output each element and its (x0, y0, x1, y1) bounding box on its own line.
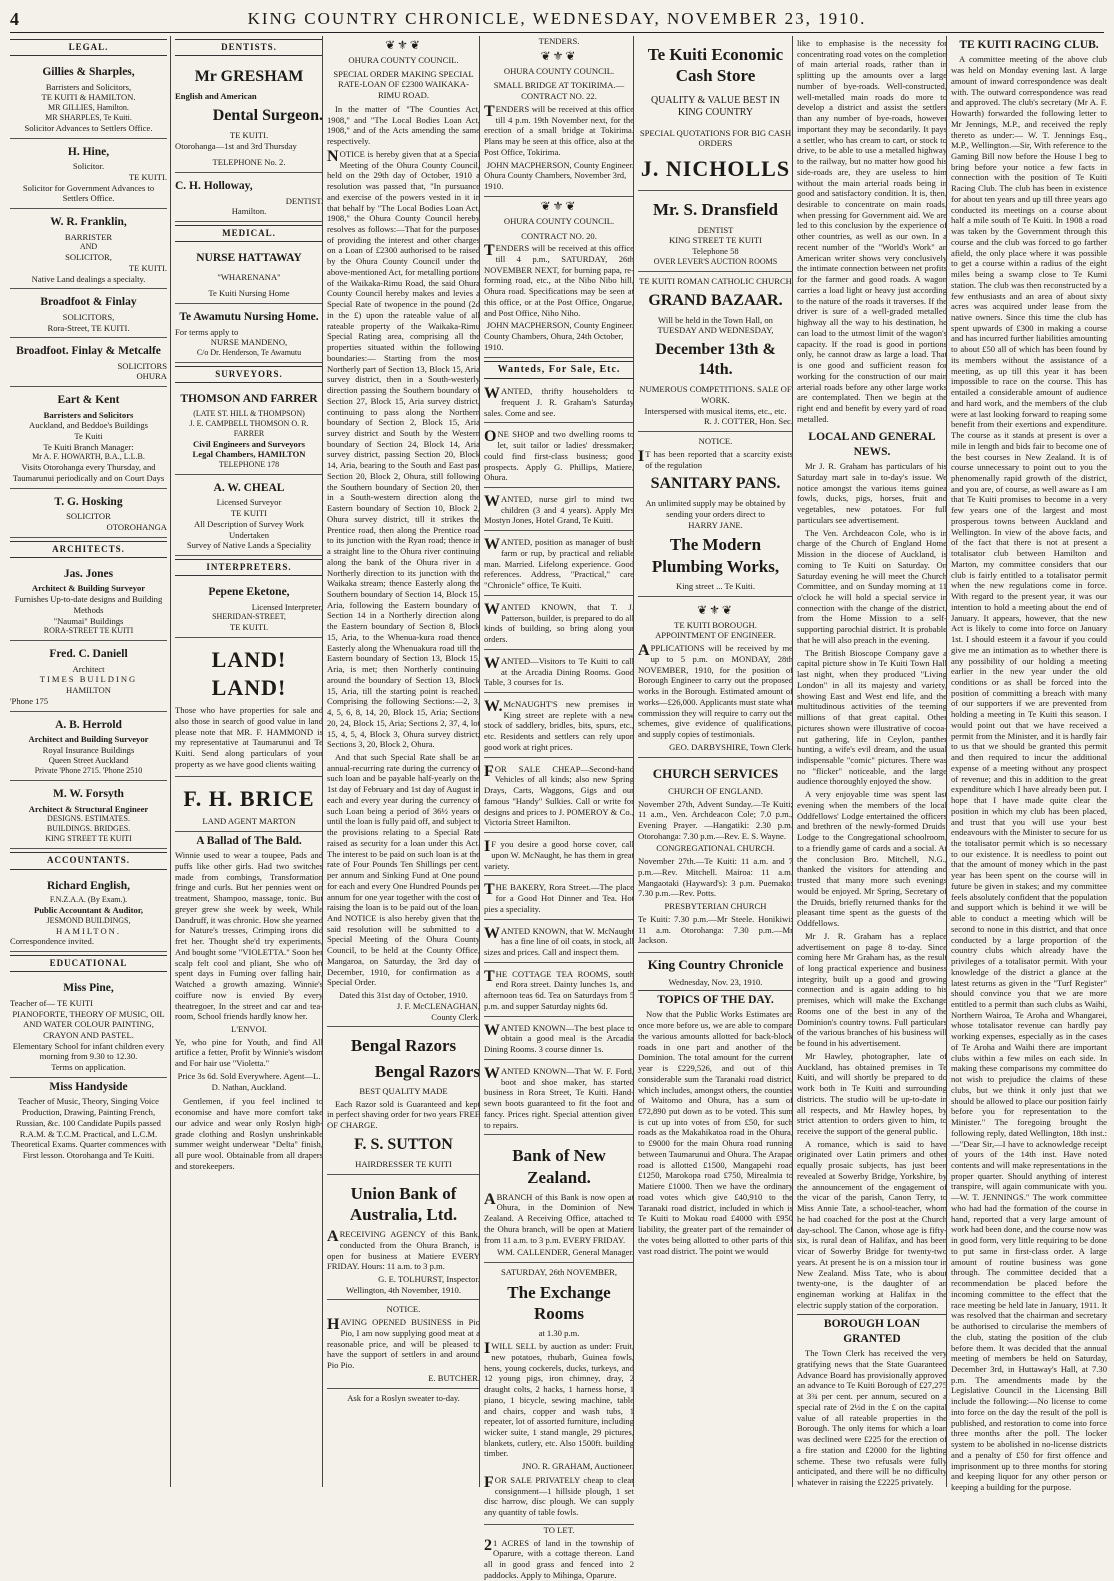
ad-line: TE KUITI & HAMILTON. (41, 92, 136, 103)
ad-line: "WHARENANA" (217, 271, 281, 282)
notice-body: In the matter of "The Counties Act, 1908," and "The Local Bodies Loan Act, 1908," and of the Acts amending the same respectively. (327, 103, 480, 147)
ad-line: (LATE ST. HILL & THOMPSON) (193, 408, 305, 418)
ad-line: Correspondence invited. (10, 936, 95, 947)
ad-line: Dental Surgeon. (212, 106, 323, 124)
ad-title: Bank of New Zealand. (512, 1146, 606, 1187)
ad-body: IWILL SELL by auction as under: Fruit, new potatoes, rhubarb, Guinea fowls, hens, young cockerels, ducks, turkeys, and 12 young pigs, iron chimney, dray, 2 draught colts, 2 hacks, 1 harness horse, 1 piano, 1 bicycle, sewing machine, table and chairs, copper and wash tubs, 1 repeater, lot of assorted furniture, including wicker suite, 1 stand mangle, 29 pictures, blankets, cutlery, etc. Also 1500ft. building timber. (484, 1340, 634, 1459)
classified-ad: WANTED KNOWN—That W. F. Ford, boot and shoe maker, has started business in Rora Street, Te Kuiti. Hand-sewn boots guaranteed to fit the foot and fancy. Prices right. Special attention given to repairs. (484, 1062, 634, 1135)
ad-roslyn: Ask for a Roslyn sweater to-day. (347, 1392, 460, 1403)
ad-line: F.N.Z.A.A. (By Exam.). (49, 894, 128, 904)
ad-body: ABRANCH of this Bank is now open at Ohura, in the Dominion of New Zealand. A Receiving Office, attached to the Ohura branch, will be open at Matiere from 11 a.m. to 3 p.m. EVERY FRIDAY. (484, 1190, 634, 1245)
ad-line: TE KUITI. (128, 171, 167, 182)
ad-eart-kent (10, 387, 167, 489)
notice-body: NOTICE is hereby given that at a Special Meeting of the Ohura County Council, held on the 29th day of October, 1910 a resolution was passed that, "In pursuance and exercise of the powers vested in it in that behalf by "The Local Bodies Loan Act, 1908," the Ohura County Council hereby resolves as follows:—That for the purposes of providing the interest and other charges on a Loan of £2300 authorised to be raised by the Ohura County Council under the above-mentioned Act, for metalling portions of the Waikaka-Rimu Road, the said Ohura County Council hereby makes and levies a Special Rate of twopence in the pound (2d in the £) upon the rateable value of all rateable property of the Waikaka-Rimu Special Rating area, comprising all the properties situated within the following boundaries:— Starting from the most Northerly part of Section 13, Block 15, Aria survey district, then in a South-westerly direction passing the Southern boundary of Section 27, Block 15, Aria survey district, continuing to pass along the Northern boundary of Section 2, Block 15, Aria survey district and South by the Western boundary of Section 24, Block 14, Aria survey district, passing Section 20, Block 14, Aria, bearing to the South and East past Section 20, Block 2, Ohura, still following the Southern boundary of Section 20, then in a South-western direction along the Eastern boundary of Section 10, Block 2, Ohura survey district, till it strikes the Prentice road, then along the Prentice road to its junction with the Ryan road; thence in a straight line to the Ohura river continuing along the bank of the Ohura river in a Northerly direction to its junction with the Waikaka stream; thence Easterly along the Southern boundary of Section 14, Block 15, Aria, following the Eastern boundary of Section 14 in a Northerly direction along the Eastern boundary of Section 8, Block 15, Aria, to the Whenua-kura road thence Easterly along the Whenuakura road till the Eastern boundary of Section 13, Block 15, Aria, is met; then Northerly continuing around the boundary of Section 13, Block 15, Aria, till the starting point is reached. Comprising the following Sections:—2, 3, 4, 5, 6, 8, 14, 20, Block 15, Aria; Sections 20, 24, Block 15, Aria; Sections 2, 37, 4, lot 15, 4, 5, 4, Block 3, Ohura survey district; Sections 3, 20, Block 2, Ohura. (327, 147, 480, 750)
ad-line: OHURA (136, 371, 167, 382)
ad-body: ARECEIVING AGENCY of this Bank, conducted from the Ohura Branch, is open for business at Matiere EVERY FRIDAY. Hours: 11 a.m. to 3 p.m. (327, 1228, 480, 1272)
ad-line: KING STREET TE KUITI (45, 834, 132, 844)
ad-english (10, 873, 167, 953)
ad-line: Mr A. F. HOWARTH, B.A., L.L.B. (32, 452, 145, 462)
ad-line: Licensed Surveyor (216, 497, 282, 508)
notice-heading: TE KUITI BOROUGH. (674, 619, 757, 630)
ad-title: LAND! LAND! (211, 647, 287, 700)
section-body: Te Kuiti: 7.30 p.m.—Mr Steele. Honikiwi: 11 a.m. Otorohanga: 7.30 p.m.—Mr Jackson. (638, 913, 793, 946)
ad-line: SOLICITOR, (65, 252, 112, 263)
ad-title: The Exchange Rooms (507, 1282, 611, 1324)
ad-line: TE KUITI (230, 508, 268, 519)
ad-forsyth (10, 781, 167, 849)
ad-cheal (175, 475, 323, 556)
section-accountants: ACCOUNTANTS. (10, 852, 167, 869)
notice-subheading: SMALL BRIDGE AT TOKIRIMA.—CONTRACT NO. 22. (493, 80, 625, 102)
column-2 (170, 36, 327, 1487)
ad-pine (10, 975, 167, 1078)
ad-title: Broadfoot & Finlay (40, 296, 137, 309)
notice-body: APPLICATIONS will be received by me up to 5 p.m. on MONDAY, 28th NOVEMBER, 1910, for the position of Borough Engineer to carry out the proposed works in the Borough. Estimated amount of works—£26,000. Applicants must state what commission they will require to carry out the schemes, give evidence of qualifications, and supply copies of testimonials. (638, 642, 793, 740)
ad-title: Jas. Jones (63, 568, 114, 581)
ad-line: Interspersed with musical items, etc., etc. (644, 405, 787, 416)
ad-title: THOMSON AND FARRER (180, 393, 318, 406)
ad-broadfoot (10, 289, 167, 338)
page-number: 4 (10, 8, 19, 29)
ad-line: TE KUITI. (229, 622, 269, 633)
ad-title: December 13th & 14th. (655, 341, 776, 379)
ad-herrold (10, 712, 167, 782)
section-body: November 27th, Advent Sunday.—Te Kuiti; 11 a.m., Ven. Archdeacon Cole; 7.0 p.m., Evening Prayer. —Hangatiki: 2.30 p.m. Otorohanga: 7.30 p.m.—Rev. E. S. Wayne. (638, 798, 793, 841)
ad-title: J. NICHOLLS (640, 155, 791, 181)
ad-line: Legal Chambers, HAMILTON (192, 449, 306, 460)
ad-line: AND (79, 242, 98, 252)
ad-title: A. B. Herrold (55, 718, 122, 731)
ad-line: Te Kuiti Nursing Home (208, 288, 290, 299)
news-paragraph: The Ven. Archdeacon Cole, who is in charge of the Church of England Home Mission in the diocese of Auckland, is coming to Te Kuiti on Saturday. On Saturday evening he will meet the Church Committee, and on Sunday morning at 11 o'clock he will hold a special service in connection with the change of the district, from the Home Mission to a self-supporting parochial district. It is probable that he will also preach in the evening. (797, 527, 947, 645)
section-legal: LEGAL. (10, 39, 167, 56)
ad-line: SOLICITOR (66, 511, 111, 522)
ad-title: GRAND BAZAAR. (648, 291, 783, 309)
ad-title: Eart & Kent (57, 394, 120, 407)
ad-body: 21 ACRES of land in the township of Oparure, with a cottage thereon. Land all in good grass and fenced into 2 paddocks. Apply to Mihinga, Oparure. (484, 1536, 634, 1580)
notice-signature: J. F. McCLENAGHAN, (396, 1000, 480, 1011)
ad-title: M. W. Forsyth (53, 788, 124, 801)
ad-body: Each Razor sold is Guaranteed and kept in perfect shaving order for two years FREE OF CHARGE. (327, 1098, 480, 1131)
ad-line: Queen Street Auckland (48, 755, 129, 766)
classified-ad: W.McNAUGHT'S new premises in King street are replete with a new stock of saddlery, bridles, bits, spurs, etc., etc. Residents and settlers can rely upon good work at right prices. (484, 695, 634, 758)
classified-ad: THE BAKERY, Rora Street.—The place for a Good Hot Dinner and Tea. Hot pies a speciality. (484, 878, 634, 919)
ad-title: Broadfoot. Finlay & Metcalfe (16, 345, 161, 358)
ad-eketone (175, 579, 323, 638)
news-paragraph: The British Bioscope Company gave a capital picture show in Te Kuiti Town Hall last night, when they produced "Living London" in all its majesty and variety, showing East and West end life, and the multitudinous activities of the teeming millions of that great capital. Other pictures shown were illustrative of cocoa-nut gathering, life in Ceylon, panther hunting, a wife's evil dream, and the usual indispensable "comic" pictures. There was no "flicker" noticeable, and the large audience thoroughly enjoyed the show. (797, 647, 947, 787)
ad-body: IT has been reported that a scarcity exists of the regulation (638, 447, 793, 470)
ad-title: NOTICE. (698, 436, 733, 447)
ad-line: TELEPHONE No. 2. (212, 157, 286, 168)
ad-line: MR GILLIES, Hamilton. (48, 103, 129, 113)
classified-ad: WANTED—Visitors to Te Kuiti to call at the Arcadia Dining Rooms. Good Table, 3 courses for 1s. (484, 652, 634, 693)
editorial (638, 957, 793, 1256)
ad-body: Winnie used to wear a toupee, Pads and puffs like other girls. Had two switches made from combings, Transformation fringe and curls. But her pennies went on treatment, Shampoo, massage, tonic. But greyer grew she week by week, While Dandruff, it was chronic. How she yearned for Nature's tresses, Crimping irons did fret her. Thought she'd try experiments, And bought some "VIOLETTA." Soon her scalp felt cool and pliant, She who oft spent days in Fuming over falling hair, Watched a growth amazing. Winnie's coiffure now is envied By every theatregoer, In the street and car and tea-room, School friends hardly know her. (175, 850, 323, 1022)
ad-signature: WM. CALLENDER, General Manager. (497, 1247, 634, 1258)
section-educational: EDUCATIONAL (10, 955, 167, 972)
ad-line: SOLICITORS, (62, 311, 115, 322)
ad-line: at 1.30 p.m. (538, 1328, 580, 1339)
ad-line: Telephone 58 (692, 246, 739, 257)
ad-line: Rora-Street, TE KUITI. (47, 322, 130, 333)
ad-title: F. H. BRICE (183, 785, 315, 811)
section-medical: MEDICAL. (175, 225, 323, 242)
ad-brice (175, 777, 323, 832)
ad-signature: R. J. COTTER, Hon. Sec. (703, 416, 793, 427)
ad-line: OVER LEVER'S AUCTION ROOMS (653, 256, 778, 266)
ad-line: Terms on application. (51, 1062, 126, 1073)
ad-land (175, 638, 323, 776)
ad-line: DENTIST. (285, 195, 323, 206)
ad-sanitary-pans (638, 432, 793, 597)
ad-line: SPECIAL QUOTATIONS FOR BIG CASH ORDERS (639, 127, 792, 149)
ad-line: JESMOND BUILDINGS, (46, 915, 131, 925)
ad-line: Will be held in the Town Hall, on TUESDAY AND WEDNESDAY, (657, 314, 774, 336)
ad-title: A Ballad of The Bald. (196, 834, 302, 847)
ad-razors (327, 1026, 480, 1174)
subsection-title: CONGREGATIONAL CHURCH. (656, 843, 775, 854)
notice-heading: OHURA COUNTY COUNCIL. (503, 65, 615, 76)
news-paragraph: Mr J. R. Graham has a replace advertisement on page 8 to-day. Since coming here Mr Graham has, as the result of long practical experience and business integrity, built up a good and growing connection and is again adding to his premises, which will make the Exchange Rooms one of the best in any of the Dominion's country towns. Full particulars of the various branches of his business will be found in his advertisement. (797, 930, 947, 1049)
section-interpreters: INTERPRETERS. (175, 559, 323, 576)
ad-union-bank (327, 1175, 480, 1301)
ad-title: NOTICE. (386, 1304, 421, 1315)
ad-line: HAMILTON (66, 685, 111, 696)
ad-line: Native Land dealings a specialty. (31, 273, 146, 284)
classified-ad: WANTED KNOWN, that T. J. Patterson, builder, is prepared to do all kinds of building, so bring along your orders. (484, 598, 634, 650)
ad-line: TIMES BUILDING (39, 674, 138, 685)
ad-line: Architect & Building Surveyor (31, 583, 146, 594)
ad-line: Otorohanga—1st and 3rd Thursday (175, 140, 297, 151)
ad-line: KING STREET TE KUITI (668, 235, 762, 246)
ad-line: HAMILTON. (55, 925, 122, 936)
ad-line: Te Kuiti Branch Manager: (43, 441, 134, 452)
ad-line: L'ENVOI. (231, 1023, 267, 1034)
ad-title: F. S. SUTTON (354, 1135, 453, 1153)
ad-line: RORA-STREET TE KUITI (43, 626, 134, 636)
ad-body: An unlimited supply may be obtained by sending your orders direct to (645, 498, 786, 519)
ad-line: TE KUITI ROMAN CATHOLIC CHURCH (639, 275, 792, 286)
ad-line: Barristers and Solicitors (43, 409, 134, 420)
ad-title: Pepene Eketone, (208, 586, 290, 599)
ad-ballad (175, 834, 323, 1172)
ad-line: Furnishes Up-to-date designs and Building Methods (14, 594, 163, 615)
ad-title: TO LET. (543, 1524, 575, 1535)
ad-line: Solicitor. (72, 161, 105, 172)
ad-exchange-rooms (484, 1263, 634, 1525)
ad-line: C/o Dr. Henderson, Te Awamutu (196, 347, 302, 357)
classified-ad: WANTED, position as manager of bush farm or rup, by practical and reliable man. Married. Lifelong experience. Good references. Address, "Practical," care "Chronicle" office, Te Kuiti. (484, 533, 634, 596)
section-title: CHURCH SERVICES (652, 765, 779, 781)
news-paragraph: Mr Hawley, photographer, late of Auckland, has obtained premises in Te Kuiti, and will shortly be prepared to do work both in Te Kuiti and surrounding districts. The studio will be up-to-date in all respects, and Mr Hawley hopes, by strict attention to orders given to him, to receive the support of the general public. (797, 1050, 947, 1136)
ad-line: MR SHARPLES, Te Kuiti. (45, 113, 132, 123)
ad-signature: G. E. TOLHURST, Inspector. (378, 1273, 480, 1284)
ad-line: HAIRDRESSER TE KUITI (355, 1158, 452, 1169)
classified-ad: ONE SHOP and two dwelling rooms to let, suit tailor or ladies' dressmaker; could find first-class business; good prospects. Apply G. Phillips, Matiere, Ohura. (484, 425, 634, 488)
ad-line: TE KUITI. (128, 262, 167, 273)
ad-line: "Naumai" Buildings (53, 615, 124, 626)
coat-of-arms-icon: ❦⚜❦ (697, 602, 734, 617)
ad-signature: E. BUTCHER. (428, 1372, 480, 1383)
column-1 (10, 36, 171, 1487)
ad-line: BARRISTER (64, 231, 113, 242)
ad-franklin (10, 209, 167, 289)
ad-line: Elementary School for infant children every morning from 9.30 to 12.30. (12, 1040, 165, 1062)
ad-dransfield (638, 191, 793, 271)
ad-title: Fred. C. Daniell (49, 648, 128, 661)
ad-jones (10, 561, 167, 641)
ad-line: For terms apply to (175, 326, 239, 337)
ad-grand-bazaar (638, 272, 793, 432)
ad-awamutu (175, 304, 323, 363)
ad-signature: JNO. R. GRAHAM, Auctioneer. (522, 1461, 634, 1472)
ad-line: Wellington, 4th November, 1910. (346, 1284, 461, 1295)
ad-line: Civil Engineers and Surveyors (193, 438, 305, 449)
ad-title: Union Bank of Australia, Ltd. (349, 1183, 458, 1224)
ad-line: TELEPHONE 178 (218, 460, 280, 470)
section-wanteds: Wanteds, For Sale, Etc. (484, 361, 634, 380)
column-7 (946, 36, 1107, 1493)
ad-title: Bengal Razors (350, 1036, 457, 1056)
notice-signature: GEO. DARBYSHIRE, Town Clerk. (669, 741, 793, 752)
column-5 (633, 36, 797, 1487)
ad-hosking (10, 489, 167, 538)
ad-title: SANITARY PANS. (650, 475, 781, 493)
tender-bridge (484, 76, 634, 196)
ad-bank-nz (484, 1137, 634, 1263)
notice-signature: JOHN MACPHERSON, County Engineer. (486, 320, 634, 331)
ad-body: Ye, who pine for Youth, and find All artifice a fetter, Profit by Winnie's wisdom and For hair use "Violetta." (175, 1036, 323, 1069)
ad-line: BUILDINGS. BRIDGES. (46, 824, 131, 834)
ad-line: Royal Insurance Buildings (42, 744, 135, 755)
classified-ad: FOR SALE CHEAP—Second-hand Vehicles of all kinds; also new Spring Drays, Carts, Waggons, Gigs and our famous "Handy" Sulkies. Call or write for designs and prices to J. POMEROY & Co., Victoria Street Hamilton. (484, 760, 634, 833)
ad-economic-cash-store (638, 36, 793, 191)
ad-title: The Modern Plumbing Works, (651, 535, 780, 576)
notice-signature: JOHN MACPHERSON, County Engineer. (486, 159, 634, 170)
ad-title: W. R. Franklin, (50, 216, 127, 229)
ad-line: Teacher of— TE KUITI (10, 997, 93, 1008)
notice-date: County Chambers, Ohura, 24th October, 1910. (484, 331, 624, 352)
notice-date: Dated this 31st day of October, 1910. (339, 990, 468, 1001)
ad-line: NUMEROUS COMPETITIONS. SALE OF WORK. (639, 384, 792, 405)
notice-body: And that such Special Rate shall be an annual-recurring rate during the currency of such loan and be payable half-yearly on the 1st day of February and 1st day of August in each and every year during the currency of such Loan being a period of 36½ years or until the loan is fully paid off, and subject to the provisions relating to a Special Rate raised as security for a loan under this Act. The interest to be paid on such loan is at the rate of Four Pounds Ten Shillings per cent. per annum and Sinking Fund at One pound for each and every One Hundred Pounds per annum for one year together with the cost of raising the loan is to be paid out of the loan. And NOTICE is also hereby given that the said resolution will be submitted to a Special Meeting of the Ohura County Council, to be held at the County Office, Mangaroa, on Saturday, the 3rd day of December, 1910, for confirmation as a Special Order. (327, 752, 480, 988)
tender-contract-20 (484, 227, 634, 358)
notice-subheading: CONTRACT NO. 20. (521, 230, 597, 241)
classified-ad: WANTED KNOWN, that W. McNaught has a fine line of oil coats, in stock, all sizes and prices. Call and inspect them. (484, 922, 634, 963)
ad-handyside (10, 1080, 167, 1161)
classified-ad: WANTED KNOWN—The best place to obtain a good meal is the Arcadia Dining Rooms. 3 course dinner 1s. (484, 1019, 634, 1060)
section-title: BOROUGH LOAN GRANTED (797, 1314, 947, 1346)
ad-title: Te Kuiti Economic Cash Store (647, 45, 784, 86)
ad-title: C. H. Holloway, (175, 180, 253, 193)
news-paragraph: A romance, which is said to have originated over Latin primers and other equally prosaic subjects, has just been revealed at Sowerby Bridge, Yorkshire, by the announcement of the engagement of the vicar of the parish, Canon Terry, to Miss Annie Tate, a school-teacher, whom he had coached for the post at the Church day-school. The Canon, whose age is fifty-six, is rural dean of Halifax, and has been vicar of Sowerby Bridge for twenty-two years. At present he is on a mission tour in New Zealand. Miss Tate, who is about twenty-one, is the daughter of an engineman working at Halifax in the electric supply station of the corporation. (797, 1138, 947, 1310)
ad-line: HARRY JANE. (688, 519, 743, 530)
notice-date: Ohura County Chambers, November 3rd, 1910. (484, 170, 627, 192)
ad-line: Public Accountant & Auditor, (33, 904, 144, 915)
ad-title: T. G. Hosking (54, 495, 123, 508)
classified-ad: WANTED, nurse girl to mind two children (3 and 4 years). Apply Mrs Mostyn Jones, Hotel Grand, Te Kuiti. (484, 490, 634, 531)
ad-line: Private 'Phone 2715. 'Phone 2510 (34, 766, 143, 776)
ad-line: King street ... Te Kuiti. (676, 580, 755, 591)
ad-line: OTOROHANGA (106, 522, 167, 533)
ad-line: DESIGNS. ESTIMATES. (47, 814, 130, 824)
ad-line: Visits Otorohanga every Thursday, and Taumarunui periodically and on Court Days (12, 462, 165, 484)
ad-title: Gillies & Sharples, (42, 66, 135, 79)
ad-line: SOLICITORS (117, 360, 167, 371)
ad-to-let (484, 1525, 634, 1581)
ad-line: Teacher of Music, Theory, Singing Voice Production, Drawing, Painting French, Russian, &c. 100 Candidate Pupils passed R.A.M. & T.C.M. Practical, and L.C.M. Theoretical Exams. Quarter commences with First lesson. Otorohanga and Te Kuiti. (10, 1096, 167, 1160)
ad-body: FOR SALE PRIVATELY cheap to clear consignment—1 hillside plough, 1 set disc harrow, disc plough. We can supply any quantity of table fowls. (484, 1473, 634, 1518)
ad-line: Architect (72, 663, 105, 674)
section-dentists: DENTISTS. (175, 39, 323, 56)
ad-line: SHERIDAN-STREET, (212, 612, 286, 622)
ad-line: 'Phone 175 (10, 695, 49, 706)
church-services (638, 758, 793, 954)
classified-ad: WANTED, thrifty householders to frequent J. R. Graham's Saturday sales. Come and see. (484, 382, 634, 423)
ad-body: Those who have properties for sale and also those in search of good value in land please note that MR. F. HAMMOND is my representative at Taumarunui and Te Kuiti. Send along particulars of your property as we have good clients waiting (175, 705, 323, 769)
notice-borough-engineer (638, 597, 793, 758)
ad-line: Survey of Native Lands a Speciality (186, 540, 312, 551)
ad-title: A. W. CHEAL (213, 482, 285, 495)
ad-gillies (10, 59, 167, 139)
ad-title: Richard English, (46, 879, 131, 892)
ad-body: HAVING OPENED BUSINESS in Pio Pio, I am now supplying good meat at a reasonable price, and will be pleased to have the support of settlers in and around Pio Pio. (327, 1316, 480, 1371)
ad-title: Mr GRESHAM (194, 68, 304, 86)
editorial-title: TOPICS OF THE DAY. (657, 994, 774, 1007)
ad-line: SATURDAY, 26th NOVEMBER, (500, 1267, 618, 1278)
notice-body: TENDERS will be received at this office till 4 p.m. 19th November next, for the erection of a small bridge at Tokirima. Plans may be seen at this office, also at the Post Office, Tokirima. (484, 102, 634, 157)
ad-title: H. Hine, (67, 145, 110, 158)
ad-broadfoot-metcalfe (10, 338, 167, 387)
ad-line: PIANOFORTE, THEORY OF MUSIC, OIL AND WATER COLOUR PAINTING, CRAYON AND PASTEL. (12, 1008, 165, 1040)
notice-subheading: APPOINTMENT OF ENGINEER. (655, 630, 776, 641)
column-3 (322, 36, 484, 1487)
ad-line: Licensed Interpreter, (251, 601, 323, 612)
editorial-masthead: King Country Chronicle (647, 957, 784, 973)
notice-heading: OHURA COUNTY COUNCIL. (348, 55, 459, 65)
ad-line: DENTIST (697, 224, 734, 235)
notice-subheading: SPECIAL ORDER MAKING SPECIAL RATE-LOAN OF £2300 WAIKAKA-RIMU ROAD. (333, 68, 474, 101)
ad-line: All Description of Survey Work Undertaken (194, 518, 304, 540)
coat-of-arms-icon: ❦⚜❦ (540, 198, 578, 213)
ad-holloway (175, 173, 323, 222)
section-title: LOCAL AND GENERAL NEWS. (808, 431, 936, 458)
section-title: TE KUITI RACING CLUB. (959, 39, 1099, 51)
ad-line: TE KUITI. (229, 129, 269, 140)
ad-line: Price 3s 6d. Sold Everywhere. Agent—L. D. Nathan, Auckland. (177, 1070, 321, 1092)
newspaper-title: KING COUNTRY CHRONICLE, WEDNESDAY, NOVEMBER 23, 1910. (247, 9, 867, 28)
ad-line: Architect & Structural Engineer (28, 803, 149, 814)
ad-title: Te Awamutu Nursing Home. (179, 311, 319, 324)
ad-title: Mr. S. Dransfield (653, 200, 778, 220)
coat-of-arms-icon: ❦⚜❦ (540, 48, 578, 63)
editorial-body: Now that the Public Works Estimates are once more before us, we are able to compare the various amounts allotted for back-block roads in one part and another of the Dominion. The total amount for the current year is £229,526, and out of this considerable sum the Taranaki road district, which includes, amongst others, the counties of Waitomo and Ohura, has a sum of £72,890 put down as to be voted. This sum is cut up into votes of from £50, for such roads as the Makahikatoa road in the Ohura, to £9000 for the main Ohura road running between Taumarunui and Ohura. The Arapae road is allotted £1500, Mangapehi road £1250, Marokopa road £750, Mirealmia to Matiere £1000. Then we have the ordinary road votes which give £40,910 to the Taranaki road district, included in which is Te Kuiti to Mokau road £4000 with £950 liability, the greater part of the remainder of the votes being allotted to other parts of this vast road district. The point we would (638, 1009, 793, 1256)
section-tenders: TENDERS. (538, 36, 580, 46)
notice-heading: OHURA COUNTY COUNCIL. (503, 215, 615, 226)
column-6 (792, 36, 951, 1487)
ad-title: Miss Handyside (49, 1080, 128, 1093)
ad-line: Solicitor Advances to Settlers Office. (24, 123, 153, 134)
ad-line: BEST QUALITY MADE (359, 1085, 448, 1096)
news-paragraph: The Town Clerk has received the very gratifying news that the State Guaranteed Advance Board has provisionally approved an advance to Te Kuiti Borough of £27,275 at 3¾ per cent. per annum, secured on a special rate of 2½d in the £ on the capital value of all rateable properties in the Borough. The only items for which a loan was declined were £225 for the erection of a fire station and £2000 for the lighting scheme. These two refusals were fully anticipated, and there will be no difficulty whatever in raising the £2225 privately. (797, 1348, 947, 1488)
ad-gresham (175, 59, 323, 173)
ad-title: Bengal Razors (374, 1061, 480, 1081)
ad-line: J. E. CAMPBELL THOMSON O. R. FARRER (189, 418, 309, 438)
ad-line: Hamilton. (231, 206, 267, 217)
news-paragraph: Mr J. R. Graham has particulars of his Saturday mart sale in to-day's issue. We notice amongst the various items guinea fowls, ducks, pigs, horses, fruit and vegetables, new potatoes. For full particulars see advertisement. (797, 461, 947, 525)
ad-line: Barristers and Solicitors, (45, 81, 132, 92)
ad-line: QUALITY & VALUE BEST IN KING COUNTRY (650, 94, 781, 118)
section-body: November 27th.—Te Kuiti: 11 a.m. and 7 p.m.—Rev. Mitchell. Mairoa: 11 a.m. Mangaotaki (Hayward's): 3 p.m. Puemako: 7.30 p.m.—Rev. Potts. (638, 856, 793, 899)
news-paragraph: A committee meeting of the above club was held on Monday evening last. A large amount of inward correspondence was dealt with. The outward correspondence was read and approved. The club's secretary (Mr A. F. Howarth) forwarded the following letter to Mr Jennings, M.P., and received the reply thereto as under:— W. T. Jennings Esq., M.P., Wellington.—Sir, With reference to the Gaming Bill now before the House I beg to bring before your notice a few facts in connection with the position of Te Kuiti Racing Club. The club has been in existence for about ten years and up till three years ago conducted its meetings on a course about half a mile south of Te Kuiti. In 1908 a road was taken by the Government through this course and the club was forced to go farther afield, the only place where it was possible to get a course within a radius of the eight miles being a swamp close to Te Kumi station. The club was then reconstructed by a few enthusiasts and an area of about sixty acres was acquired under lease from the native owners. Since this time the club has spent upwards of £300 in making a course and has incurred further liabilities amounting to about £50 all of which has been found by its members without the assistance of a meeting, as up till this year it has been impossible to race on the course. This has entailed a considerable amount of audience and hard work, and the members of the club were at last looking forward to reaping some benefit from their exertions and expenditure. The course as it stands at present is over a mile in length and bids fair to become one of the best courses in New Zealand. It is of course unnecessary to point out to you the phenomenally rapid growth of the district, and you are, of course, as well aware as I am that Te Kuiti promises to become in a very few years one of the largest and most prosperous towns between Auckland and Wellington. In view of the above facts, and of the fact that there is not at present a totalisator club between Hamilton and Marton, my committee considers that our club is fairly entitled to a totalisator permit when the new regulations come in force. With regard to the present year, it was our intention to hold a meeting about the end of January. It appears, however, that the new Act is likely to come into force on January 1st. I should esteem it a favour if you could give me an intimation as to whether there is any possibility of our holding a meeting earlier in the new year under the old conditions or as shall be forced into the position of committing a breach with many of our supporters if we are prevented from holding a meeting in Te Kuiti this season. I would point out that we have received a permit from the Minister, and it is hardly fair to us that we should be granted this permit and then required to incur the additional expense of a meeting without any prospect of revenue; and this in addition to the great expenditure which I have already been put. I hope that I have made quite clear the position in which my club has been placed, and trust that you will use your best endeavours with the Minister to secure for us the totalisator permit which is so necessary to our existence. It is needless to point out that the amount of money which in the past year has been spent on the course will in future be given in stakes; and my committee feels absolutely confident that the population and support which is behind it we will be able to conduct a meeting which will be second to none in this district, and that once conducted by a large proportion of the country clubs which already have the privileges of a totalisator permit. With your knowledge of the district a glance at the latest returns as given in the "Turf Register" should convince you that we are more entitled to a permit than such clubs as Waihi, Northern Wairoa, Te Aroha and Whangarei, whose totalisator revenue can hardly pay working expenses, especially as in the cases of Te Aroha and Waihi there are important clubs within a few miles on each side. In making these comparisons my committee do not wish to prejudice the claims of these clubs, but we think it only just that we should be allowed to place our position fairly before you for representation to the Minister." The foregoing brought the following reply, dated Wellington, 18th inst.:—"Dear Sir,—I have to acknowledge receipt of yours of the 14th inst. Have noted contents and will make representations in the proper quarter. Should anything of interest transpire, will again communicate with you.—W. T. JENNINGS." The work committee who had had the formation of the course in hand, reported that a very large amount of work had been done, and the course now was in good form, very little requiring to be done to put same in first-class order. A large amount of routine business was gone through. The committee decided that a recommendation be placed before the incoming committee to the effect that the race meeting be held late in January, 1911. It was resolved that the chairman and secretary be authorised to circularise the members of the club, stating the position of the club before them. It was decided that the annual meeting of members be held on Saturday, December 3rd, in Huttaway's Hall, at 7.30 p.m. The amendments made by the Legislative Council in the Licensing Bill include the following:—No license to come into force on the day the result of the poll is published, and restoration to come into force three months after the poll. The locker system to be abolished in no-license districts and a penalty of £50 for first offence and imprisonment up to three months for storing and keeping liquor for any other person or keeping a building for the purpose. (951, 54, 1107, 1493)
ad-body: Gentlemen, if you feel inclined to economise and have more comfort take our advice and wear only Roslyn high-grade clothing and Roslyn unshrinkable summer weight underwear "Delta" finish, all pure wool. Obtainable from all drapers and storekeepers. (175, 1096, 323, 1171)
ad-line: Solicitor for Government Advances to Settlers Office. (22, 182, 155, 204)
ad-title: NURSE HATTAWAY (196, 252, 302, 265)
subsection-title: PRESBYTERIAN CHURCH (664, 901, 767, 912)
classified-ad: IF you desire a good horse cover, call upon W. McNaught, he has them in great variety. (484, 835, 634, 876)
editorial-body-continued: like to emphasise is the necessity for concentrating road votes on the completion of main arterial roads, rather than in splitting up the amounts over a large number of bye-roads. Well-constructed, well-metalled main roads do more to develop a district and assist the settlers than any number of bye-roads, however important they may be secondarily. It pays a settler, who has cream to cart, or stock to drive, to be able to use a metalled highway to the railway, but no matter how good his side-roads are, they are useless to him without the main arterial roads being in good and satisfactory condition. It is, then, desirable to concentrate on main roads, when pressing for Government aid. We are led to this conclusion by the experience of other countries, as well as our own. In a recent number of the "World's Work" an American writer shows very conclusively the intimate connection between net profits for the farmer and good roads. A wagon carries a load light or heavy just according to the nature of the roads it traverses. If the driver is sure of a well-graded metalled highway all the way to his destination, he can load to the utmost limit of the wagon's capacity. If the road is good in portions only, he cannot draw as large a load. That is one good and sufficient reason for working for the construction of our main arterial roads before any other large works are contemplated. Then we begin at the right end and benefit by every yard of road metalled. (797, 38, 947, 424)
ad-butcher (327, 1300, 480, 1388)
coat-of-arms-icon: ❦⚜❦ (385, 38, 422, 52)
column-4 (479, 36, 638, 1580)
masthead (10, 6, 1104, 33)
subsection-title: CHURCH OF ENGLAND. (668, 785, 763, 796)
ad-thomson-farrer (175, 386, 323, 475)
section-surveyors: SURVEYORS. (175, 366, 323, 383)
notice-signature: County Clerk. (431, 1011, 480, 1022)
ad-hine (10, 139, 167, 209)
ad-line: Architect and Building Surveyor (28, 734, 149, 745)
editorial-date: Wednesday, Nov. 23, 1910. (638, 977, 793, 991)
ad-line: LAND AGENT MARTON (202, 816, 296, 827)
ad-daniell (10, 641, 167, 711)
section-architects: ARCHITECTS. (10, 541, 167, 558)
ad-line: NURSE MANDENO, (210, 337, 288, 348)
classified-ad: THE COTTAGE TEA ROOMS, south end Rora street. Dainty lunches 1s, and afternoon teas 6d. Tea on Saturdays from 5 p.m. and supper Saturday nights 6d. (484, 965, 634, 1017)
ad-line: Auckland, and Beddoe's Buildings (29, 420, 148, 431)
ad-title: Miss Pine, (63, 982, 114, 995)
news-paragraph: A very enjoyable time was spent last evening when the members of the local Oddfellows' Lodge entertained the officers and brethren of the newly-formed Druids' Lodge to the Congregational schoolroom, to a friendly game of cards and a social. At the conclusion Bro. Mitchell, N.G., thanked the visitors for attending and trusted that many more such evenings would be enjoyed. Mr Spring, Secretary of the Druids, briefly returned thanks for the pleasant time spent as the guests of the Oddfellows. (797, 789, 947, 929)
ad-hattaway (175, 245, 323, 304)
notice-body: TENDERS will be received at this office till 4 p.m., SATURDAY, 26th NOVEMBER NEXT, for burning papa, re-forming road, etc., at the Nibo Nibo hill, Ohura road. Specifications may be seen at this office, or at the Post Office, Ongarue, and Post Office, Niho Niho. (484, 242, 634, 318)
ad-line: English and American (175, 91, 257, 102)
ad-line: Te Kuiti (74, 430, 103, 441)
